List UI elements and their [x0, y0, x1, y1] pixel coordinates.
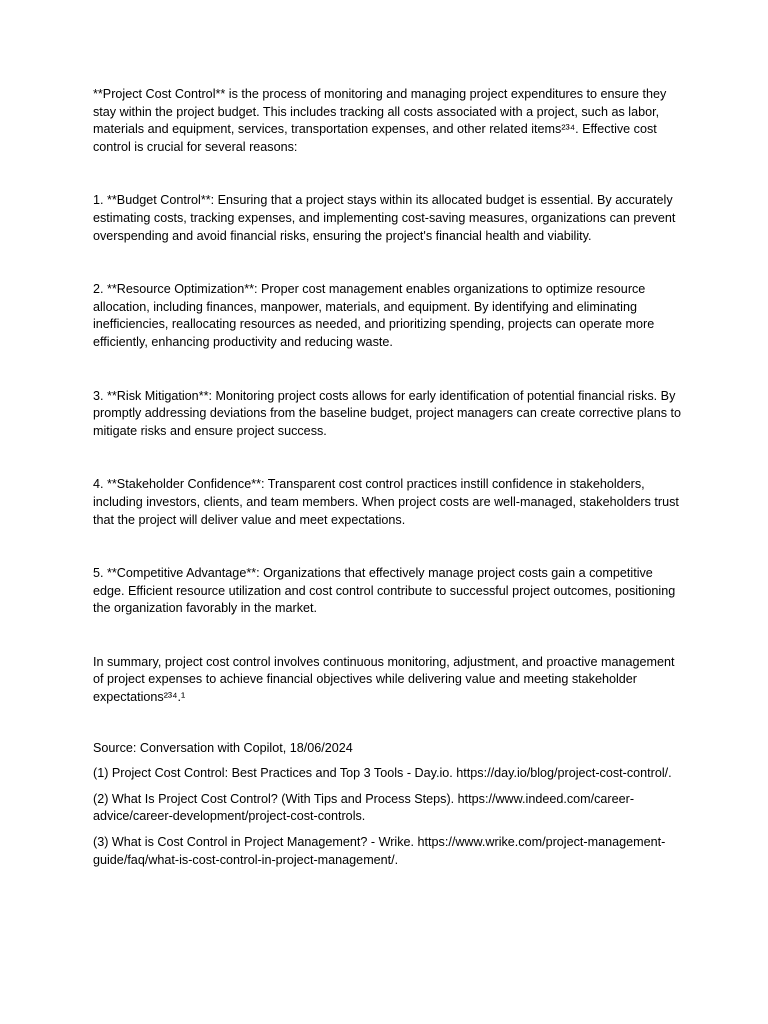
spacer	[93, 618, 683, 654]
point-stakeholder-confidence: 4. **Stakeholder Confidence**: Transparent cost control practices instill confidence in stakeholders, including investors, clients, and team members. When project costs are well-managed, stakeholders trust that the project will deliver value and meet expectations.	[93, 477, 679, 527]
point-budget-control: 1. **Budget Control**: Ensuring that a project stays within its allocated budget is essential. By accurately estimating costs, tracking expenses, and implementing cost-saving measures, organizations can prevent overspending and avoid financial risks, ensuring the project's financial health and viability.	[93, 193, 676, 243]
intro-paragraph: **Project Cost Control** is the process of monitoring and managing project expenditures to ensure they stay within the project budget. This includes tracking all costs associated with a project, such as labor, materials and equipment, services, transportation expenses, and other related items²³⁴. Effective cost control is crucial for several reasons:	[93, 87, 667, 154]
spacer	[93, 245, 683, 281]
document-body	[93, 86, 683, 877]
spacer	[93, 529, 683, 565]
point-competitive-advantage: 5. **Competitive Advantage**: Organizations that effectively manage project costs gain a competitive edge. Efficient resource utilization and cost control contribute to successful project outcomes, positioning the organization favorably in the market.	[93, 566, 676, 616]
point-risk-mitigation: 3. **Risk Mitigation**: Monitoring project costs allows for early identification of potential financial risks. By promptly addressing deviations from the baseline budget, project managers can create corrective plans to mitigate risks and ensure project success.	[93, 388, 682, 438]
source-line: Source: Conversation with Copilot, 18/06/2024	[93, 740, 353, 755]
spacer	[93, 440, 683, 476]
spacer	[93, 707, 683, 740]
spacer	[93, 156, 683, 192]
reference-1: (1) Project Cost Control: Best Practices and Top 3 Tools - Day.io. https://day.io/blog/project-cost-control/.	[93, 766, 672, 781]
reference-3: (3) What is Cost Control in Project Management? - Wrike. https://www.wrike.com/project-management-guide/faq/what-is-cost-control-in-project-management/.	[93, 835, 666, 867]
point-resource-optimization: 2. **Resource Optimization**: Proper cost management enables organizations to optimize resource allocation, including finances, manpower, materials, and equipment. By identifying and eliminating inefficiencies, reallocating resources as needed, and prioritizing spending, projects can operate more efficiently, enhancing productivity and reducing waste.	[93, 282, 655, 349]
reference-2: (2) What Is Project Cost Control? (With Tips and Process Steps). https://www.indeed.com/career-advice/career-development/project-cost-controls.	[93, 791, 635, 824]
spacer	[93, 352, 683, 388]
summary-paragraph: In summary, project cost control involves continuous monitoring, adjustment, and proactive management of project expenses to achieve financial objectives while delivering value and meeting stakeholder expectations²³⁴.¹	[93, 654, 675, 705]
